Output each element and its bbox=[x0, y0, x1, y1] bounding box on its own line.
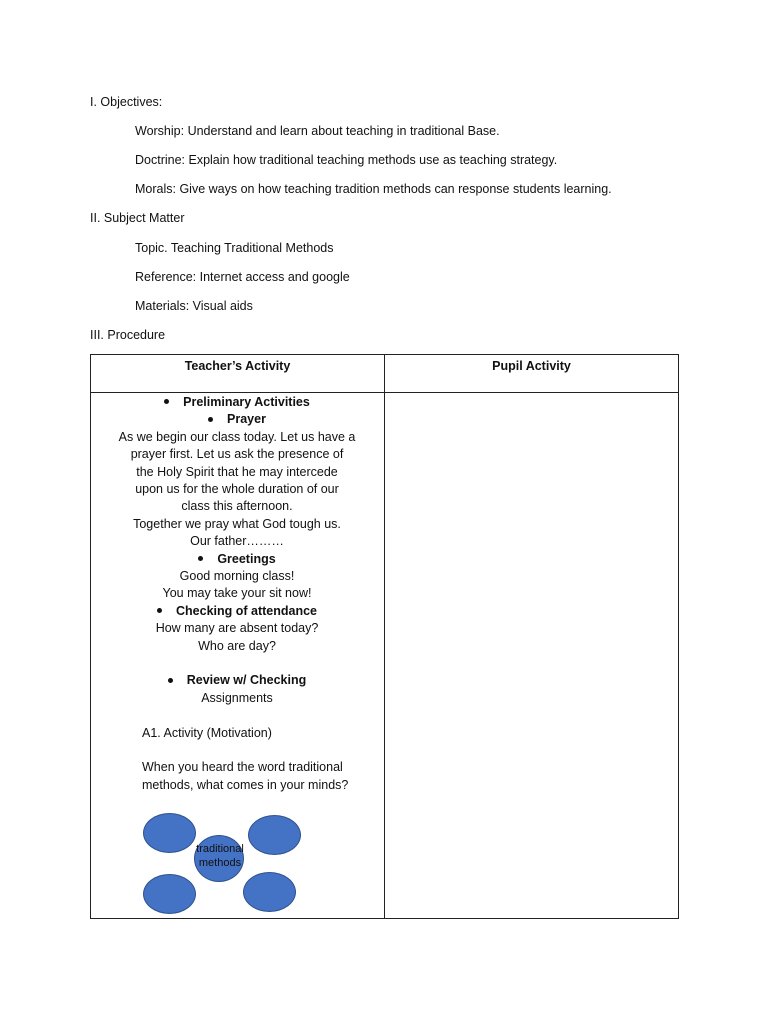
greeting-line: Good morning class! bbox=[179, 569, 295, 584]
preliminary-item bbox=[91, 394, 383, 411]
activity-heading: A1. Activity (Motivation) bbox=[142, 725, 272, 740]
greetings-item bbox=[91, 551, 383, 568]
procedure-heading: III. Procedure bbox=[90, 328, 166, 342]
prayer-item bbox=[91, 411, 383, 428]
question-line: When you heard the word traditional bbox=[142, 760, 343, 775]
attendance-line: Who are day? bbox=[198, 638, 276, 653]
prayer-line: prayer first. Let us ask the presence of bbox=[130, 447, 344, 462]
preliminary-label: Preliminary Activities bbox=[183, 395, 310, 409]
pupil-activity-header: Pupil Activity bbox=[385, 355, 679, 393]
bullet-icon bbox=[198, 556, 203, 561]
greetings-label: Greetings bbox=[217, 551, 276, 566]
review-item bbox=[91, 672, 383, 689]
central-bubble-label-line: methods bbox=[198, 857, 242, 869]
subject-reference: Reference: Internet access and google bbox=[135, 270, 350, 284]
subject-materials: Materials: Visual aids bbox=[135, 299, 253, 313]
subject-matter-heading: II. Subject Matter bbox=[90, 211, 185, 225]
prayer-text bbox=[91, 429, 383, 551]
central-bubble-label bbox=[183, 842, 257, 870]
review-label: Review w/ Checking bbox=[186, 673, 307, 688]
concept-bubble bbox=[143, 874, 196, 914]
pupil-activity-cell bbox=[385, 393, 679, 919]
prayer-line: the Holy Spirit that he may intercede bbox=[136, 464, 338, 479]
attendance-label: Checking of attendance bbox=[176, 603, 317, 618]
attendance-item bbox=[91, 603, 383, 620]
prayer-line: Together we pray what God tough us. bbox=[133, 516, 341, 531]
prayer-line: As we begin our class today. Let us have a bbox=[118, 429, 356, 444]
attendance-line: How many are absent today? bbox=[155, 621, 319, 636]
greeting-line: You may take your sit now! bbox=[162, 586, 312, 601]
bullet-icon bbox=[157, 608, 162, 613]
concept-bubble bbox=[243, 872, 296, 912]
question-line: methods, what comes in your minds? bbox=[142, 777, 349, 792]
prayer-label: Prayer bbox=[227, 412, 266, 427]
objective-morals: Morals: Give ways on how teaching tradition methods can response students learning. bbox=[135, 182, 612, 196]
objective-doctrine: Doctrine: Explain how traditional teaching methods use as teaching strategy. bbox=[135, 153, 558, 167]
procedure-table bbox=[90, 354, 679, 919]
review-sub: Assignments bbox=[201, 690, 273, 705]
objective-worship: Worship: Understand and learn about teaching in traditional Base. bbox=[135, 124, 500, 138]
prayer-line: class this afternoon. bbox=[181, 499, 293, 514]
bullet-icon bbox=[208, 417, 213, 422]
central-bubble-label-line: traditional bbox=[196, 843, 244, 855]
concept-map-diagram bbox=[141, 811, 311, 919]
teacher-activity-cell bbox=[91, 393, 385, 919]
prayer-line: Our father……… bbox=[190, 534, 284, 549]
teacher-activity-header: Teacher’s Activity bbox=[91, 355, 385, 393]
subject-topic: Topic. Teaching Traditional Methods bbox=[135, 241, 334, 255]
objectives-heading: I. Objectives: bbox=[90, 95, 163, 109]
prayer-line: upon us for the whole duration of our bbox=[135, 482, 339, 497]
bullet-icon bbox=[164, 399, 169, 404]
bullet-icon bbox=[168, 678, 173, 683]
